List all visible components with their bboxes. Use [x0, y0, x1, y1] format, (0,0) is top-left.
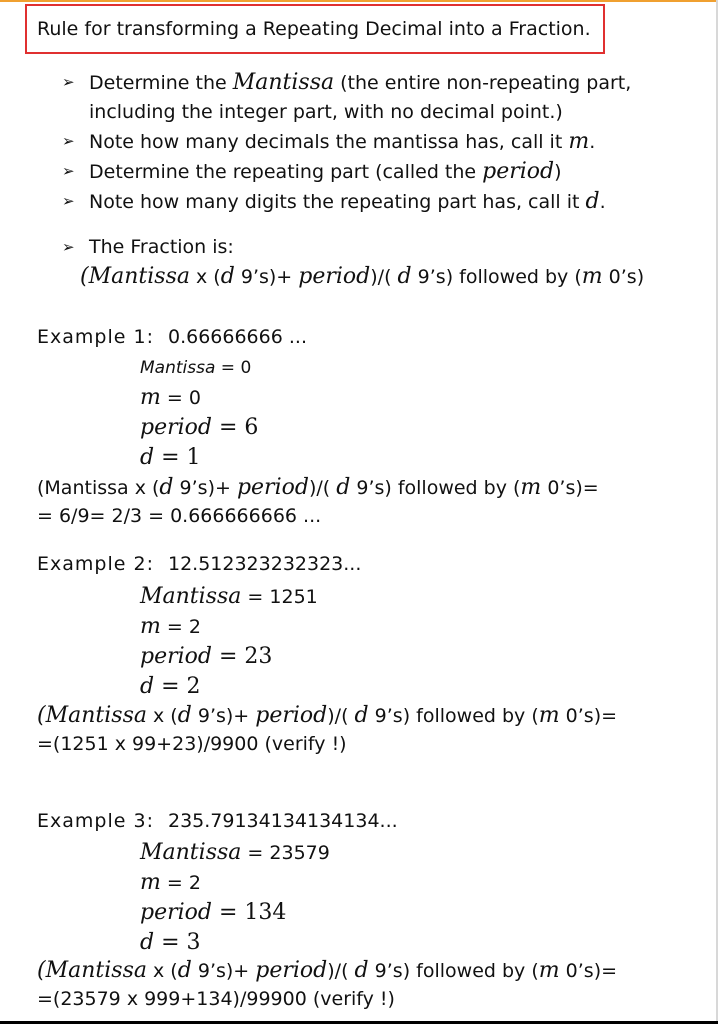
arrow-bullet-icon: ➢ — [62, 162, 75, 180]
arrow-bullet-icon: ➢ — [62, 238, 75, 256]
rule-fraction: ➢ The Fraction is: (Mantissa x (d 9’s)+ period)/( d 9’s) followed by (m 0’s) — [62, 233, 702, 292]
general-formula: (Mantissa x (d 9’s)+ period)/( d 9’s) followed by (m 0’s) — [80, 264, 645, 289]
example-1-result: = 6/9= 2/3 = 0.666666666 ... — [37, 505, 322, 527]
example-2-formula: (Mantissa x (d 9’s)+ period)/( d 9’s) followed by (m 0’s)= =(1251 x 99+23)/9900 (verify !) — [37, 702, 707, 758]
example-1-formula: (Mantissa x (d 9’s)+ period)/( d 9’s) followed by (m 0’s)= = 6/9= 2/3 = 0.666666666 ... — [37, 474, 707, 530]
title-text: Rule for transforming a Repeating Decimal into a Fraction. — [37, 18, 591, 40]
example-1-heading: Example 1: 0.66666666 ... — [37, 326, 307, 348]
top-border — [0, 0, 718, 2]
rule-d: ➢ Note how many digits the repeating part has, call it d. — [62, 189, 606, 214]
arrow-bullet-icon: ➢ — [62, 132, 75, 150]
example-3-heading: Example 3: 235.79134134134134... — [37, 810, 398, 832]
example-3-result: =(23579 x 999+134)/99900 (verify !) — [37, 988, 395, 1010]
example-1-variables: Mantissa = 0 m = 0 period = 6 d = 1 — [140, 358, 259, 470]
arrow-bullet-icon: ➢ — [62, 73, 75, 91]
rule-period: ➢ Determine the repeating part (called the period) — [62, 159, 562, 184]
example-3-formula: (Mantissa x (d 9’s)+ period)/( d 9’s) followed by (m 0’s)= =(23579 x 999+134)/99900 (verify !) — [37, 957, 707, 1013]
example-2-variables: Mantissa = 1251 m = 2 period = 23 d = 2 — [140, 584, 318, 699]
example-3-variables: Mantissa = 23579 m = 2 period = 134 d = 3 — [140, 840, 330, 955]
example-2-heading: Example 2: 12.512323232323... — [37, 553, 362, 575]
arrow-bullet-icon: ➢ — [62, 192, 75, 210]
rule-m: ➢ Note how many decimals the mantissa has, call it m. — [62, 129, 596, 154]
page-title — [25, 4, 605, 54]
example-2-result: =(1251 x 99+23)/9900 (verify !) — [37, 733, 347, 755]
rule-mantissa: ➢ Determine the Mantissa (the entire non-repeating part, including the integer part, with no decimal point.) — [62, 70, 632, 123]
rules-list — [62, 68, 702, 292]
